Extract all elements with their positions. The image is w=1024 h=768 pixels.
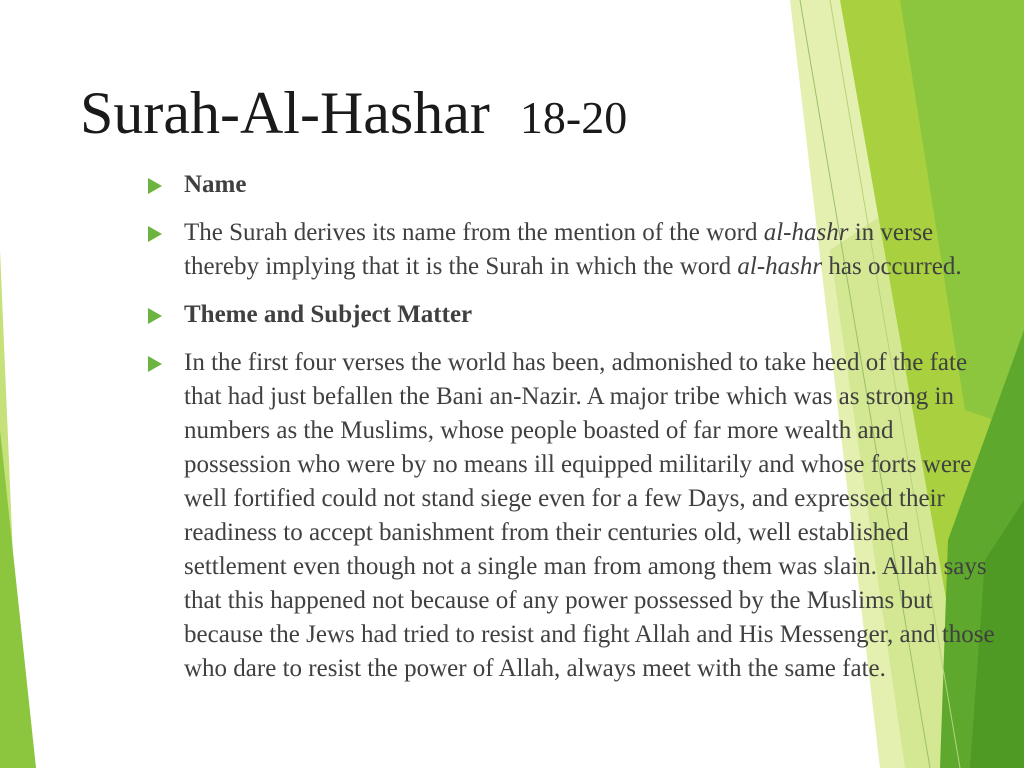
name-heading: Name [184, 171, 247, 198]
theme-text: In the first four verses the world has been, admonished to take heed of the fate that had just befallen the Bani an-Nazir. A major tribe which was as strong in numbers as the Muslims, whose people boasted of far more wealth and possession who were by no means ill equipped militarily and whose forts were well fortified could not stand siege even for a few Days, and expressed their readiness to accept banishment from their centuries old, well established settlement even though not a single man from among them was slain. Allah says that this happened not because of any power possessed by the Muslims but because the Jews had tried to resist and fight Allah and His Messenger, and those who dare to resist the power of Allah, always meet with the same fate. [184, 349, 995, 682]
name-text-part-2: in verse thereby implying that it is the Surah in which the word [184, 219, 934, 280]
bullet-arrow-icon [148, 308, 162, 324]
theme-heading: Theme and Subject Matter [184, 301, 473, 328]
slide-title [80, 78, 627, 153]
bullet-name-text [148, 216, 998, 284]
bullet-theme-text [148, 346, 998, 686]
bullet-arrow-icon [148, 178, 162, 194]
bullet-theme-heading [148, 298, 998, 332]
name-term-2: al-hashr [737, 253, 823, 280]
bullet-name-heading [148, 168, 998, 202]
bullet-arrow-icon [148, 226, 162, 242]
name-text-part-1: The Surah derives its name from the mention of the word [184, 219, 764, 246]
bullet-arrow-icon [148, 356, 162, 372]
title-main: Surah-Al-Hashar [80, 80, 490, 146]
left-facet-dark [0, 430, 36, 768]
title-number: 18-20 [519, 92, 628, 143]
bullet-list [148, 168, 998, 700]
name-text-part-3: has occurred. [822, 253, 962, 280]
name-term-1: al-hashr [763, 219, 849, 246]
